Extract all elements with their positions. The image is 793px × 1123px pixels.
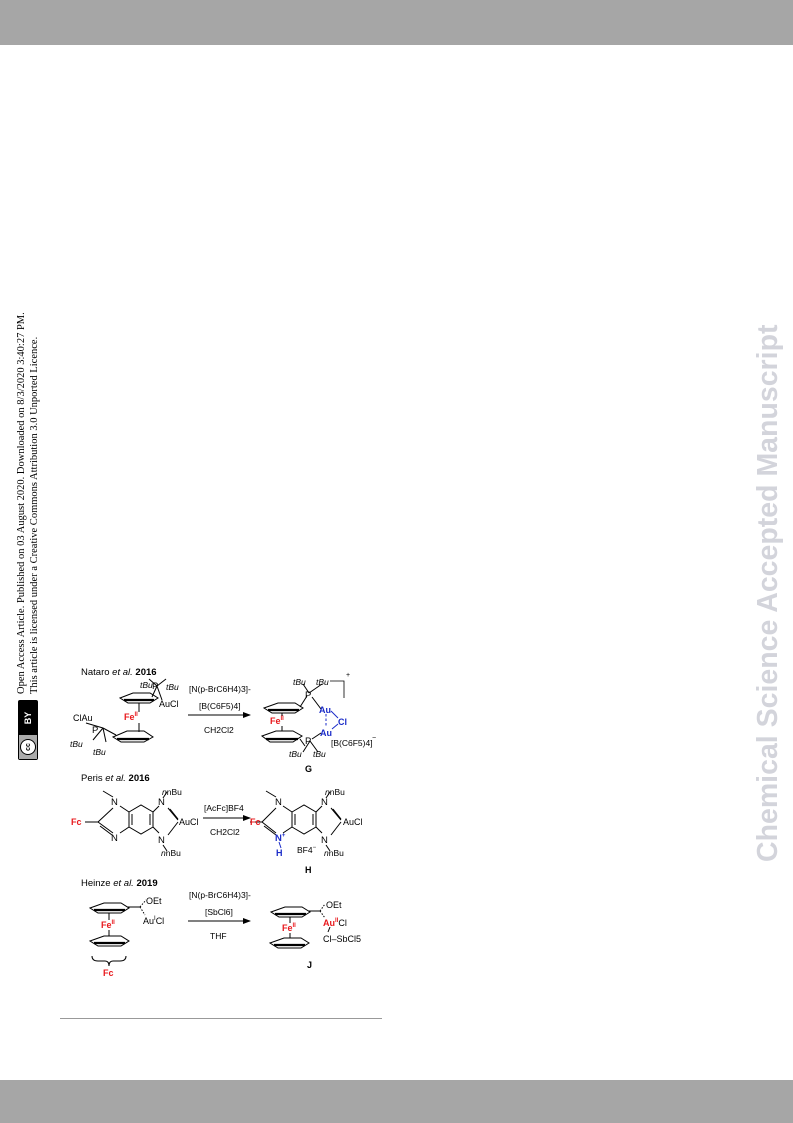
scheme-row-g bbox=[70, 667, 376, 774]
g-prod-tbu-4: tBu bbox=[313, 749, 326, 759]
h-prod-bf4: BF4− bbox=[297, 845, 317, 855]
g-prod-plus: + bbox=[346, 672, 351, 679]
h-solvent: CH2Cl2 bbox=[210, 827, 240, 837]
g-sm-p-top: P bbox=[152, 681, 159, 692]
j-prod-clsb: Cl–SbCl5 bbox=[323, 934, 362, 944]
j-prod-fe: $Fe^{II}$ bbox=[282, 923, 296, 933]
j-sm-fc: Fc bbox=[103, 968, 114, 978]
access-notice-line[interactable]: Open Access Article. Published on 03 August 2020. Downloaded on 8/3/2020 3:40:27 PM. bbox=[16, 312, 27, 694]
g-prod-tbu-3: tBu bbox=[289, 749, 302, 759]
g-sm-p-bot: P bbox=[92, 725, 99, 736]
j-solvent: THF bbox=[210, 931, 227, 941]
g-reagent-2: [B(C6F5)4] bbox=[199, 701, 241, 711]
g-prod-fe: $Fe^{II}$ bbox=[270, 716, 284, 726]
j-product-structure bbox=[270, 904, 330, 948]
h-prod-nbu-bot: nnBu bbox=[324, 848, 344, 858]
g-prod-tbu-2: tBu bbox=[316, 677, 329, 687]
row-j-citation: Heinze et al. 2019 bbox=[81, 878, 158, 889]
row-g-citation: Nataro et al. 2016 bbox=[81, 667, 157, 678]
h-prod-n1: N bbox=[275, 797, 282, 808]
h-sm-aucl: AuCl bbox=[179, 817, 199, 827]
g-sm-clau: ClAu bbox=[73, 713, 93, 723]
accepted-manuscript-watermark: Chemical Science Accepted Manuscript bbox=[752, 324, 784, 862]
licence-notice-line[interactable]: This article is licensed under a Creative Commons Attribution 3.0 Unported Licence. bbox=[29, 336, 40, 694]
page-footer-bar bbox=[0, 1080, 793, 1123]
g-sm-aucl: AuCl bbox=[159, 699, 179, 709]
j-sm-structure bbox=[90, 900, 146, 966]
j-prod-oet: OEt bbox=[326, 900, 342, 910]
j-sm-fe: $Fe^{II}$ bbox=[101, 920, 115, 930]
g-sm-fe: $Fe^{II}$ bbox=[124, 712, 138, 722]
h-sm-n2: N bbox=[111, 833, 118, 844]
g-sm-tbu-4: tBu bbox=[93, 747, 106, 757]
h-prod-n4: N bbox=[321, 835, 328, 846]
footnote-divider bbox=[60, 1018, 382, 1019]
by-label: BY bbox=[19, 701, 37, 735]
g-prod-au-2: Au bbox=[320, 728, 332, 738]
h-prod-fc: Fc bbox=[250, 817, 261, 827]
h-sm-n1: N bbox=[111, 797, 118, 808]
g-prod-p-bot: P bbox=[305, 736, 312, 747]
h-prod-aucl: AuCl bbox=[343, 817, 363, 827]
row-h-citation: Peris et al. 2016 bbox=[81, 773, 150, 784]
g-prod-au-1: Au bbox=[319, 705, 331, 715]
compound-label-h: H bbox=[305, 865, 312, 875]
g-prod-tbu-1: tBu bbox=[293, 677, 306, 687]
g-sm-tbu-3: tBu bbox=[70, 739, 83, 749]
g-sm-tbu-1: tBu bbox=[140, 680, 153, 690]
cc-icon: cc bbox=[20, 739, 36, 755]
g-reagent-1: [N(p-BrC6H4)3]- bbox=[189, 684, 251, 694]
h-prod-h: H bbox=[276, 848, 283, 858]
h-prod-nbu-top: nnBu bbox=[325, 787, 345, 797]
compound-label-j: J bbox=[307, 960, 313, 970]
g-solvent: CH2Cl2 bbox=[204, 725, 234, 735]
h-reagent-1: [AcFc]BF4 bbox=[204, 803, 244, 813]
h-sm-n4: N bbox=[158, 835, 165, 846]
g-prod-cl: Cl bbox=[338, 717, 347, 727]
scheme-row-h bbox=[71, 773, 363, 875]
h-sm-nbu-top: nnBu bbox=[162, 787, 182, 797]
g-prod-minus: − bbox=[372, 735, 377, 742]
j-sm-aucl: $Au^ICl$ bbox=[143, 916, 165, 926]
scheme-row-j bbox=[81, 878, 361, 978]
h-sm-n3: N bbox=[158, 797, 165, 808]
j-reagent-2: [SbCl6] bbox=[205, 907, 233, 917]
j-reagent-1: [N(p-BrC6H4)3]- bbox=[189, 890, 251, 900]
h-prod-n3: N bbox=[321, 797, 328, 808]
g-sm-tbu-2: tBu bbox=[166, 682, 179, 692]
j-prod-aucl: $Au^{II}Cl$ bbox=[323, 918, 347, 928]
h-prod-nplus: N+ bbox=[275, 833, 286, 844]
g-prod-anion: [B(C6F5)4] bbox=[331, 738, 373, 748]
h-sm-nbu-bot: nnBu bbox=[161, 848, 181, 858]
compound-label-g: G bbox=[305, 764, 313, 774]
h-sm-fc: Fc bbox=[71, 817, 82, 827]
j-sm-oet: OEt bbox=[146, 896, 162, 906]
g-prod-p-top: P bbox=[305, 690, 312, 701]
